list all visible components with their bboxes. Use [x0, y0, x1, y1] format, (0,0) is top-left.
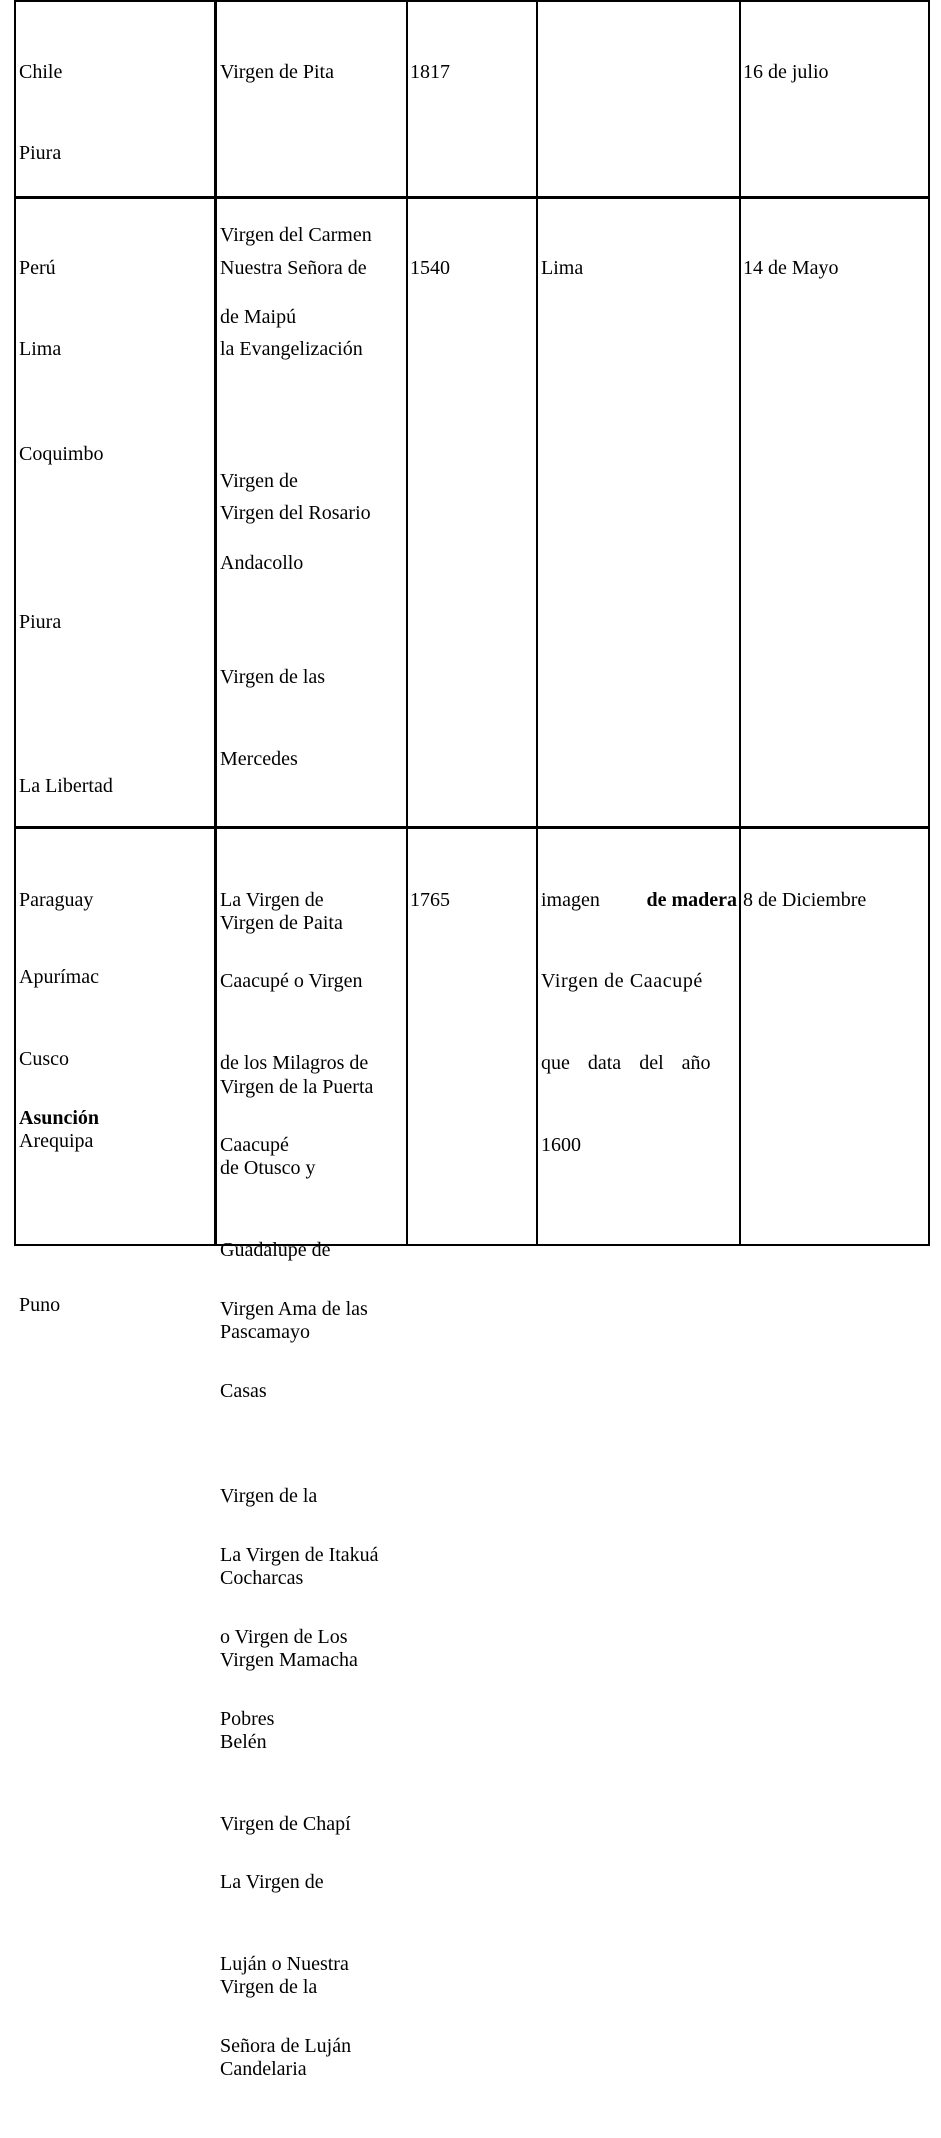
virgin-line-text: Nuestra Señora de: [220, 256, 367, 279]
virgin-line: Virgen de la: [220, 1484, 318, 1507]
column-divider: [214, 0, 217, 1246]
year-cell: [410, 832, 450, 968]
virgin-line: Guadalupe de: [220, 1239, 331, 1262]
place-word: imagen: [541, 888, 600, 911]
region-line: Asunción: [19, 1106, 100, 1129]
virgin-line: Mercedes: [220, 747, 298, 770]
sanctuary-table: [14, 0, 930, 2081]
date-value: 14 de Mayo: [743, 256, 839, 279]
column-divider: [739, 0, 741, 1246]
virgin-line: Candelaria: [220, 2058, 307, 2081]
virgin-line: de los Milagros de: [220, 1052, 369, 1075]
virgin-line: Cocharcas: [220, 1566, 304, 1589]
virgin-line: Virgen Mamacha: [220, 1648, 358, 1671]
virgin-line: de Otusco y: [220, 1157, 316, 1180]
virgin-line: Virgen de la Puerta: [220, 1075, 374, 1098]
table-border-top: [14, 0, 930, 2]
table-border-right: [928, 0, 930, 1246]
virgin-cell: [220, 832, 379, 2115]
region-line: La Libertad: [19, 775, 113, 798]
place-line: 1600: [541, 1134, 581, 1157]
virgin-line: La Virgen de: [220, 888, 324, 911]
virgin-line: Casas: [220, 1379, 267, 1402]
region-line: Apurímac: [19, 966, 99, 989]
virgin-line: o Virgen de Los: [220, 1625, 348, 1648]
region-line: Chile: [19, 60, 63, 83]
virgin-line: Belén: [220, 1730, 267, 1753]
table-border-bottom: [14, 1244, 930, 1246]
place-cell: [541, 200, 583, 336]
place-line: [541, 887, 737, 914]
virgin-line: Caacupé: [220, 1134, 289, 1157]
date-value: 16 de julio: [743, 60, 829, 83]
year-cell: [410, 4, 450, 140]
region-line: Paraguay: [19, 888, 94, 911]
virgin-line: [220, 255, 404, 282]
virgin-line: Virgen de Pita: [220, 60, 334, 83]
year-value: 1765: [410, 888, 450, 911]
virgin-line: Virgen de Chapí: [220, 1812, 351, 1835]
virgin-line: Virgen del Carmen: [220, 224, 372, 247]
region-cell: [19, 200, 113, 1374]
place-line: que data del año: [541, 1052, 711, 1075]
virgin-line: Virgen de las: [220, 666, 326, 689]
date-value: 8 de Diciembre: [743, 888, 867, 911]
virgin-line: Luján o Nuestra: [220, 1953, 349, 1976]
virgin-line: la Evangelización: [220, 338, 363, 361]
region-cell: [19, 832, 99, 1187]
virgin-line: Virgen de la: [220, 1976, 318, 1999]
virgin-line: Virgen de: [220, 470, 298, 493]
column-divider: [406, 0, 408, 1246]
virgin-line: Virgen Ama de las: [220, 1298, 368, 1321]
year-cell: [410, 200, 450, 336]
place-value: Lima: [541, 256, 584, 279]
place-word-bold: de madera: [646, 888, 737, 911]
region-line: Arequipa: [19, 1130, 94, 1153]
virgin-line: La Virgen de Itakuá: [220, 1543, 379, 1566]
virgin-line: Señora de Luján: [220, 2035, 352, 2058]
virgin-line: Caacupé o Virgen: [220, 970, 363, 993]
region-line: Puno: [19, 1293, 61, 1316]
year-value: 1540: [410, 256, 450, 279]
year-value: 1817: [410, 60, 450, 83]
region-line: Piura: [19, 611, 62, 634]
virgin-line: La Virgen de: [220, 1871, 324, 1894]
place-cell: [541, 832, 737, 1214]
date-cell: [743, 4, 829, 140]
region-line: Cusco: [19, 1048, 69, 1071]
column-divider: [14, 0, 16, 1246]
virgin-line: de Maipú: [220, 306, 297, 329]
virgin-line: Pobres: [220, 1707, 275, 1730]
virgin-line: Virgen del Rosario: [220, 502, 371, 525]
place-line: Virgen de Caacupé: [541, 970, 703, 993]
row-divider: [14, 826, 930, 829]
region-line: Lima: [19, 338, 62, 361]
virgin-line: Andacollo: [220, 551, 304, 574]
column-divider: [536, 0, 538, 1246]
place-cell: [541, 4, 561, 113]
region-line: Coquimbo: [19, 442, 104, 465]
region-line: Perú: [19, 256, 56, 279]
region-line-bold: [19, 1105, 99, 1132]
region-line: Piura: [19, 142, 62, 165]
date-cell: [743, 200, 839, 336]
virgin-line: Pascamayo: [220, 1321, 310, 1344]
row-divider: [14, 196, 930, 199]
virgin-line: Virgen de Paita: [220, 911, 343, 934]
date-cell: [743, 832, 866, 968]
